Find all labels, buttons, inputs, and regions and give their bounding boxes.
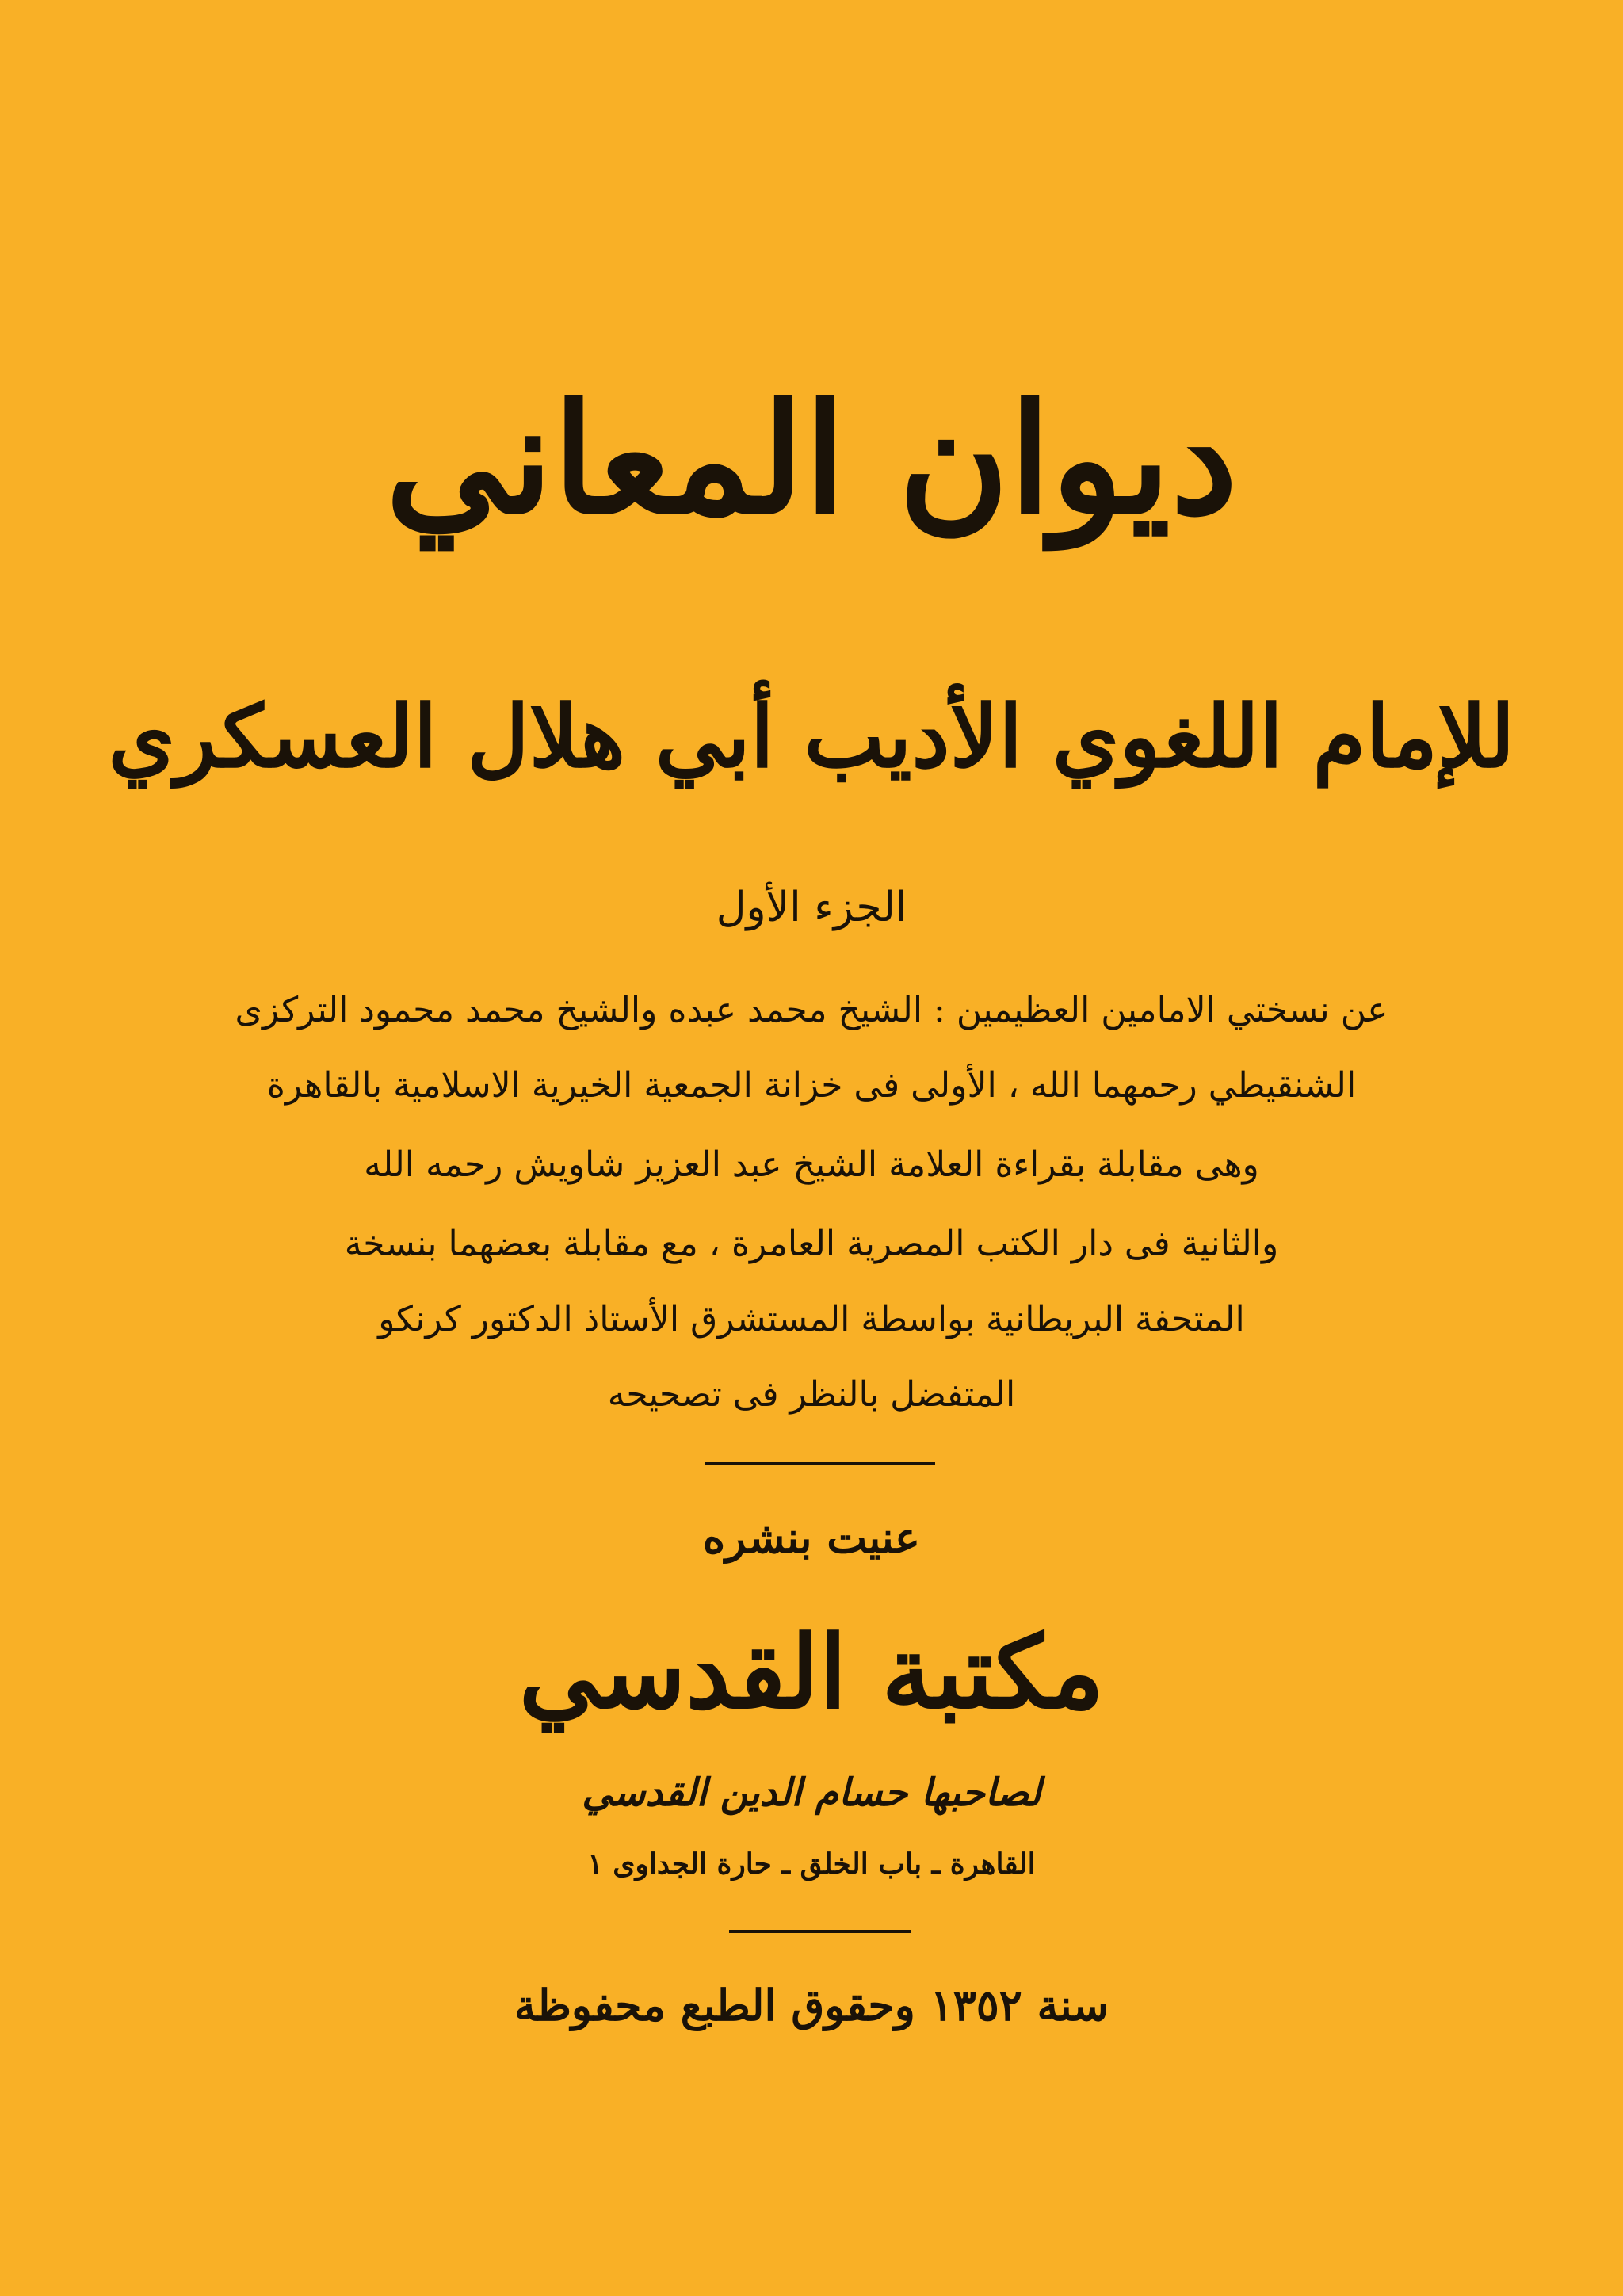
source-line-4: والثانية فى دار الكتب المصرية العامرة ، مع مقابلة بعضهما بنسخة [344,1224,1279,1264]
source-line-1: عن نسختي الامامين العظيمين : الشيخ محمد عبده والشيخ محمد محمود التركزى [235,990,1388,1030]
divider-top [705,1462,935,1465]
publisher-address: القاهرة ـ باب الخلق ـ حارة الجداوى ١ [587,1847,1036,1881]
source-line-5: المتحفة البريطانية بواسطة المستشرق الأستاذ الدكتور كرنكو [378,1299,1245,1339]
book-author-line: للإمام اللغوي الأديب أبي هلال العسكري [108,687,1515,787]
publisher-name: مكتبة القدسي [518,1614,1105,1731]
publisher-owner: لصاحبها حسام الدين القدسي [582,1771,1041,1815]
source-line-3: وهى مقابلة بقراءة العلامة الشيخ عبد العزيز شاويش رحمه الله [364,1144,1259,1185]
year-copyright-line: سنة ١٣٥٢ وحقوق الطبع محفوظة [514,1980,1109,2030]
source-line-6: المتفضل بالنظر فى تصحيحه [607,1374,1016,1415]
source-line-2: الشنقيطي رحمهما الله ، الأولى فى خزانة الجمعية الخيرية الاسلامية بالقاهرة [266,1065,1357,1106]
book-title: ديوان المعاني [385,371,1238,548]
divider-bottom [729,1930,911,1933]
volume-label: الجزء الأول [716,884,907,931]
published-by-label: عنيت بنشره [702,1512,921,1563]
